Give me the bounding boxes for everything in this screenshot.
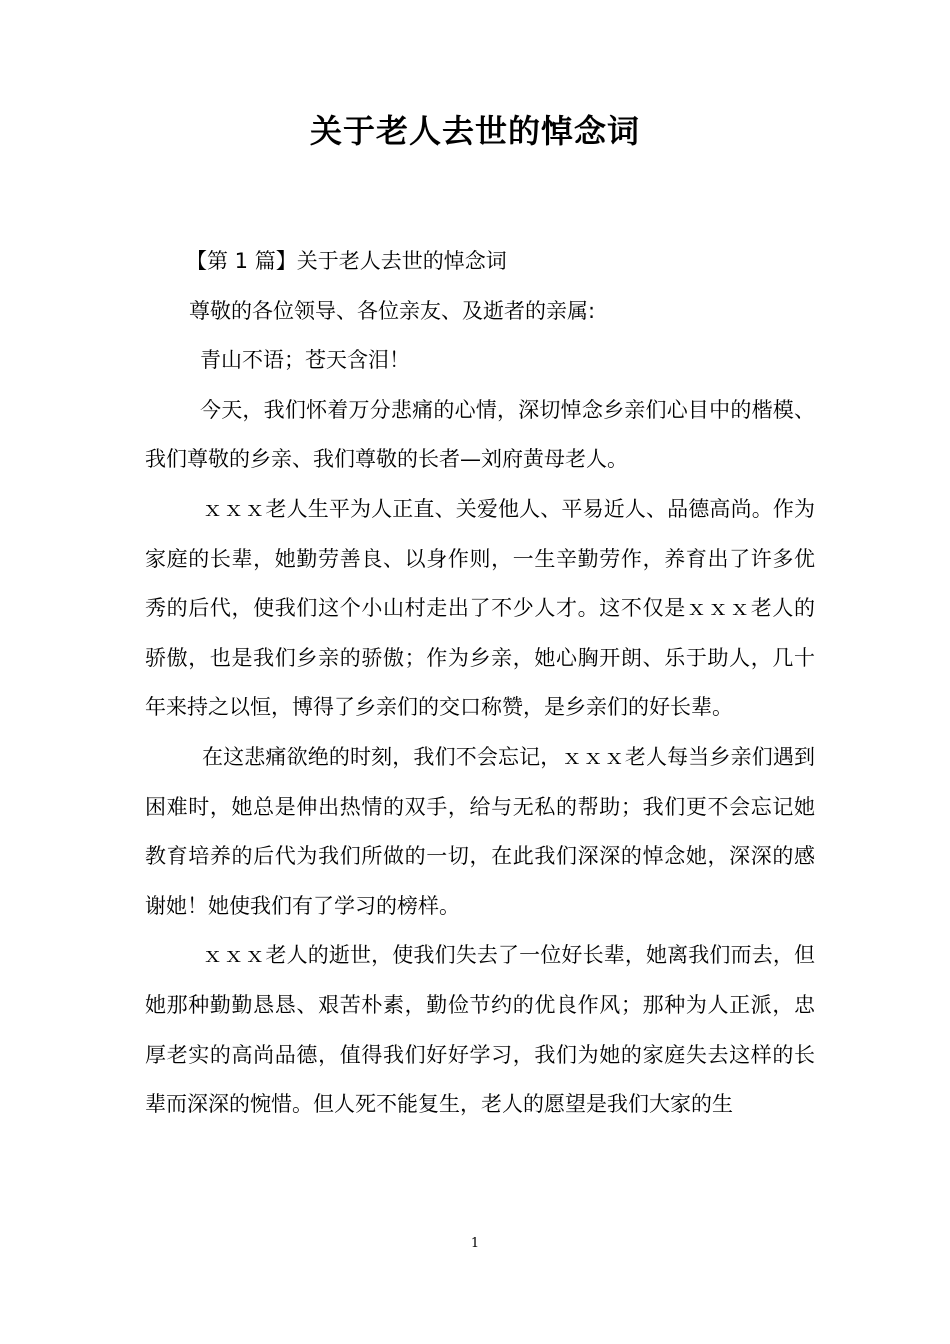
paragraph: 在这悲痛欲绝的时刻，我们不会忘记，ｘｘｘ老人每当乡亲们遇到困难时，她总是伸出热情的双手，给与无私的帮助；我们更不会忘记她教育培养的后代为我们所做的一切，在此我们深深的悼念她，深深的感谢她！她使我们有了学习的榜样。: [145, 744, 815, 918]
paragraph: 今天，我们怀着万分悲痛的心情，深切悼念乡亲们心目中的楷模、我们尊敬的乡亲、我们尊敬的长者—刘府黄母老人。: [145, 397, 815, 472]
paragraph: ｘｘｘ老人生平为人正直、关爱他人、平易近人、品德高尚。作为家庭的长辈，她勤劳善良、以身作则，一生辛勤劳作，养育出了许多优秀的后代，使我们这个小山村走出了不少人才。这不仅是ｘｘｘ老人的骄傲，也是我们乡亲的骄傲；作为乡亲，她心胸开朗、乐于助人，几十年来持之以恒，博得了乡亲们的交口称赞，是乡亲们的好长辈。: [145, 496, 815, 720]
paragraph: 青山不语；苍天含泪！: [200, 348, 410, 373]
salutation: 尊敬的各位领导、各位亲友、及逝者的亲属:: [189, 298, 596, 323]
document-body: [145, 237, 815, 1130]
paragraph: ｘｘｘ老人的逝世，使我们失去了一位好长辈，她离我们而去，但她那种勤勤恳恳、艰苦朴素，勤俭节约的优良作风；那种为人正派，忠厚老实的高尚品德，值得我们好好学习，我们为她的家庭失去这样的长辈而深深的惋惜。但人死不能复生，老人的愿望是我们大家的生: [145, 943, 815, 1117]
section-heading: 【第 1 篇】关于老人去世的悼念词: [186, 249, 507, 273]
page-number: 1: [470, 1236, 480, 1251]
document-title: 关于老人去世的悼念词: [309, 112, 640, 150]
